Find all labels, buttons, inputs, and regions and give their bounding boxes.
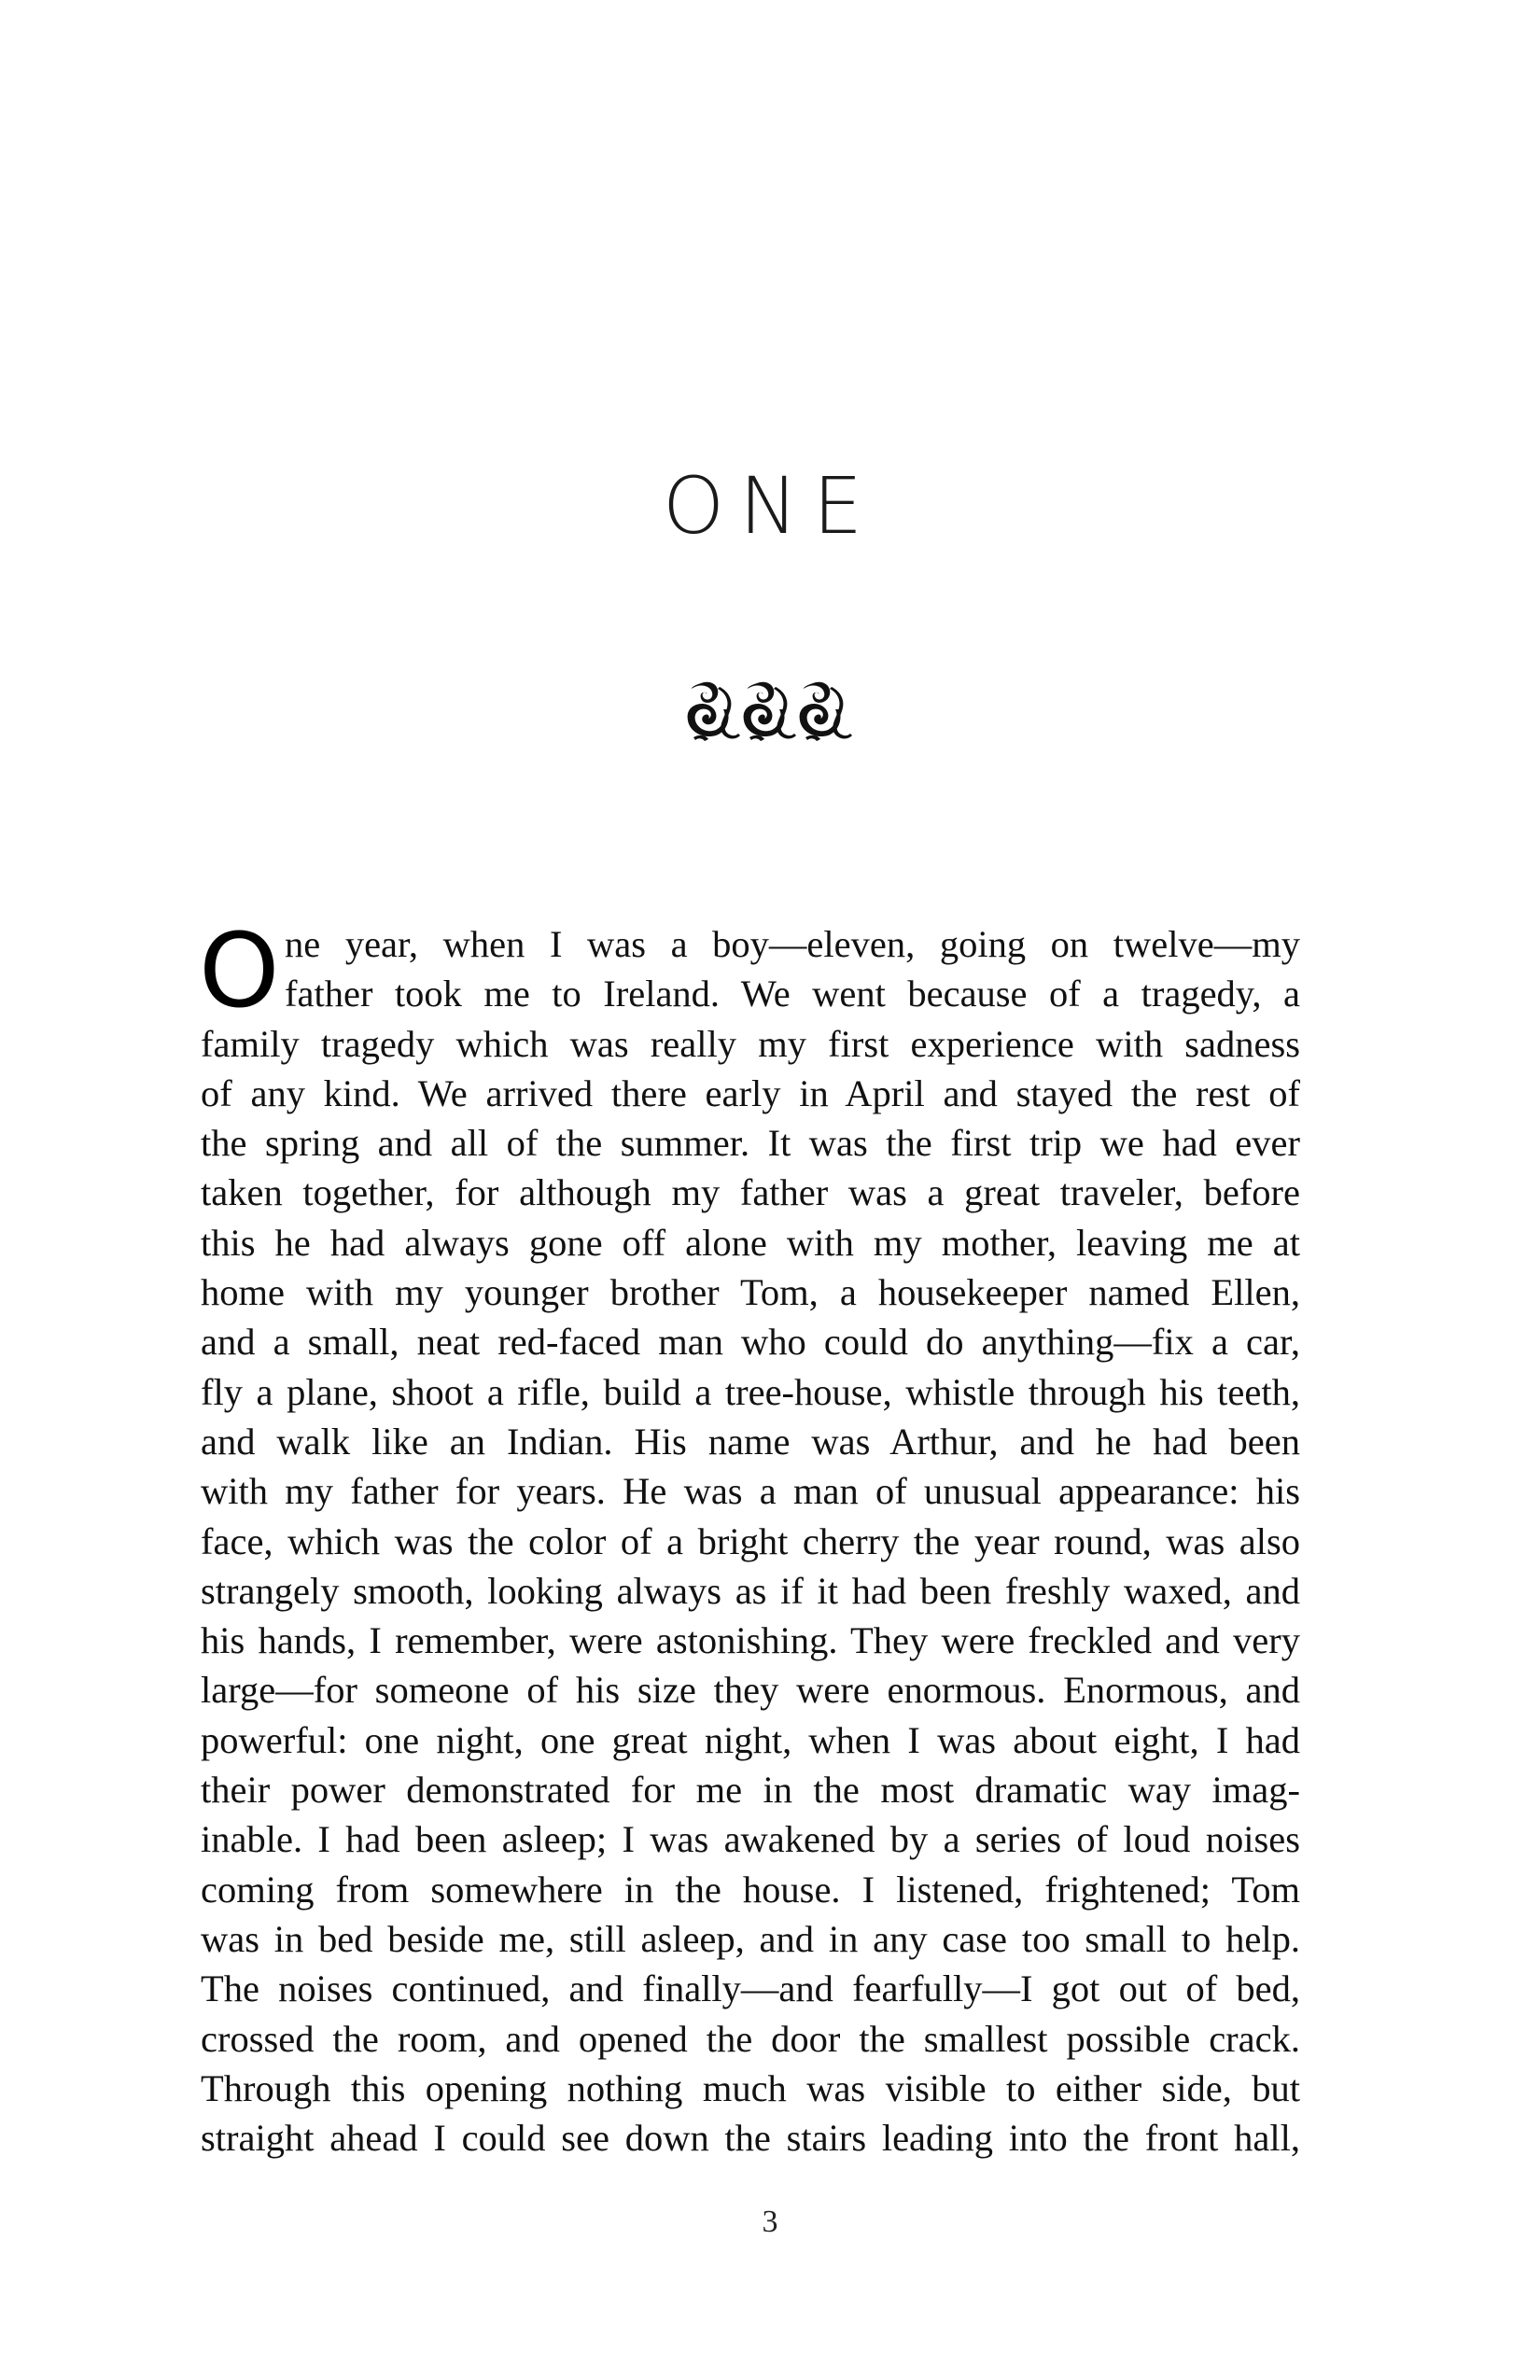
body-line: face, which was the color of a bright cherry the year round, was also [201, 1519, 1300, 1562]
body-line: inable. I had been asleep; I was awakened by a series of loud noises [201, 1818, 1300, 1861]
chapter-title: ONE [662, 460, 878, 552]
body-line: this he had always gone off alone with my mother, leaving me at [201, 1221, 1300, 1264]
body-line: large—for someone of his size they were enormous. Enormous, and [201, 1669, 1300, 1712]
body-line: taken together, for although my father was a great traveler, before [201, 1171, 1300, 1214]
body-line: coming from somewhere in the house. I listened, frightened; Tom [201, 1868, 1300, 1911]
body-line: home with my younger brother Tom, a housekeeper named Ellen, [201, 1271, 1300, 1314]
body-line: straight ahead I could see down the stairs leading into the front hall, [201, 2117, 1300, 2160]
chapter-body-text [199, 911, 1300, 2163]
page-number: 3 [762, 2205, 778, 2239]
body-line: family tragedy which was really my first experience with sadness [201, 1022, 1300, 1065]
body-line: his hands, I remember, were astonishing. They were freckled and very [201, 1619, 1300, 1662]
body-line: fly a plane, shoot a rifle, build a tree-house, whistle through his teeth, [201, 1370, 1300, 1413]
body-line: powerful: one night, one great night, when I was about eight, I had [201, 1718, 1300, 1761]
body-line: their power demonstrated for me in the most dramatic way imag- [201, 1769, 1300, 1812]
body-line: and walk like an Indian. His name was Arthur, and he had been [201, 1420, 1300, 1463]
drop-cap: O [199, 911, 280, 1030]
body-line: crossed the room, and opened the door the smallest possible crack. [201, 2017, 1300, 2060]
body-line: with my father for years. He was a man of unusual appearance: his [201, 1470, 1300, 1513]
body-line: ne year, when I was a boy—eleven, going on twelve—my [285, 923, 1300, 965]
body-line: strangely smooth, looking always as if it had been freshly waxed, and [201, 1569, 1300, 1612]
body-line: the spring and all of the summer. It was the first trip we had ever [201, 1122, 1300, 1165]
body-line: of any kind. We arrived there early in April and stayed the rest of [201, 1071, 1300, 1114]
body-line: father took me to Ireland. We went because of a tragedy, a [285, 973, 1300, 1015]
body-line: Through this opening nothing much was visible to either side, but [201, 2066, 1300, 2109]
body-line: The noises continued, and finally—and fearfully—I got out of bed, [201, 1967, 1300, 2010]
body-line: was in bed beside me, still asleep, and in any case too small to help. [201, 1917, 1300, 1960]
vine-ornament-icon [0, 681, 1540, 748]
body-line: and a small, neat red-faced man who could do anything—fix a car, [201, 1321, 1300, 1364]
